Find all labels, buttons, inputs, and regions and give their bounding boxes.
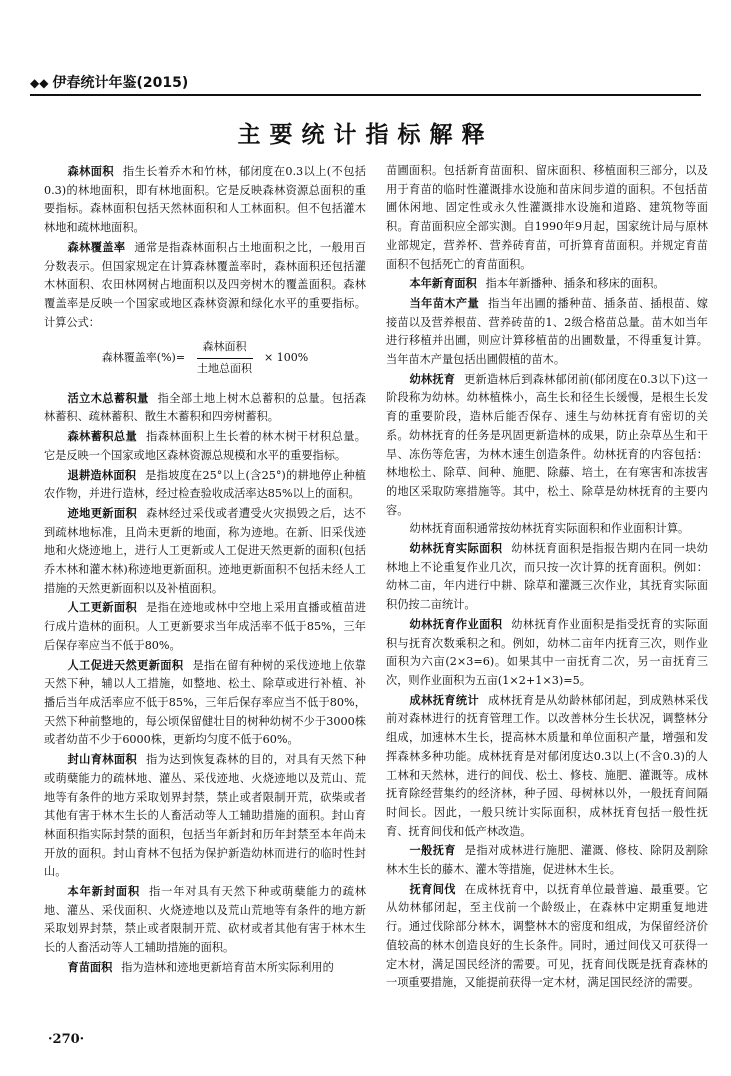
entry-text: 幼林抚育面积是指报告期内在同一块幼林地上不论重复作业几次，而只按一次计算的抚育面积。例如：幼林二亩，年内进行中耕、除草和灌溉三次作业，其抚育实际面积仍按二亩统计。 <box>386 542 708 612</box>
entry-text: 指生长着乔木和竹林，郁闭度在0.3以上(不包括0.3)的林地面积，即有林地面积。它是反映森林资源总面积的重要指标。森林面积包括天然林面积和人工林面积。但不包括灌木林地和疏林地面积。 <box>44 165 366 235</box>
entry-forest-area <box>44 162 366 238</box>
entry-new-nursery <box>386 274 708 294</box>
entry-text: 通常是指森林面积占土地面积之比，一般用百分数表示。但国家规定在计算森林覆盖率时，森林面积还包括灌木林面积、农田林网树占地面积以及四旁树木的覆盖面积。森林覆盖率是反映一个国家或地区森林资源和绿化水平的重要指标。计算公式： <box>44 240 366 329</box>
entry-text: 在成林抚育中，以抚育单位最普遍、最重要。它从幼林郁闭起，至主伐前一个龄级止，在森林中定期重复地进行。通过伐除部分林木，调整林木的密度和组成，为保留经济价值较高的林木创造良好的生长条件。同时，通过间伐又可获得一定木材，满足国民经济的需要。可见，抚育间伐既是抚育森林的一项重要措施，又能提前获得一定木材，满足国民经济的需要。 <box>386 882 708 990</box>
entry-term: 森林面积 <box>67 164 114 178</box>
entry-new-closure <box>44 882 366 958</box>
entry-assisted-renewal <box>44 656 366 751</box>
entry-term: 封山育林面积 <box>67 752 138 767</box>
entry-term: 退耕造林面积 <box>67 467 137 482</box>
entry-seedling-output <box>386 294 708 370</box>
entry-term: 本年新育面积 <box>409 276 477 291</box>
entry-term: 活立木总蓄积量 <box>67 390 149 405</box>
entry-grain-to-green <box>44 466 366 504</box>
running-header <box>30 72 188 92</box>
entry-term: 人工更新面积 <box>67 600 138 615</box>
entry-term: 迹地更新面积 <box>67 505 138 520</box>
entry-text: 幼林抚育作业面积是指受抚育的实际面积与抚育次数乘积之和。例如，幼林二亩年内抚育三次，则作业面积为六亩(2×3=6)。如果其中一亩抚育二次，另一亩抚育三次，则作业面积为五亩(1×2+1×3)=5。 <box>386 617 708 687</box>
left-column <box>44 162 366 978</box>
entry-text: 指森林面积上生长着的林木树干材积总量。它是反映一个国家或地区森林资源总规模和水平的重要指标。 <box>44 430 366 462</box>
entry-standing-stock <box>44 389 366 427</box>
page-title: 主要统计指标解释 <box>237 122 494 148</box>
page-number: ·270· <box>48 1032 85 1047</box>
entry-text: 指本年新播种、插条和移床的面积。 <box>485 277 665 291</box>
entry-text: 幼林抚育面积通常按幼林抚育实际面积和作业面积计算。 <box>409 522 690 536</box>
entry-tending-work-area <box>386 615 708 691</box>
entry-slash-renewal <box>44 504 366 599</box>
entry-text: 是指在迹地或林中空地上采用直播或植苗进行成片造林的面积。人工更新要求当年成活率不低于85%，三年后保存率应当不低于80%。 <box>44 601 366 652</box>
formula-rhs: × 100% <box>264 351 309 365</box>
entry-term: 幼林抚育实际面积 <box>409 541 503 556</box>
entry-text: 指为达到恢复森林的目的，对具有天然下种或萌蘖能力的疏林地、灌丛、采伐迹地、火烧迹地以及荒山、荒地等有条件的地方采取划界封禁，禁止或者限制开荒，砍柴或者其他有害于林木生长的人畜活动等人工辅助措施的面积。封山育林面积指实际封禁的面积，包括当年新封和历年封禁至本年尚未开放的面积。封山育林不包括为保护新造幼林而进行的临时性封山。 <box>44 753 366 879</box>
entry-term: 抚育间伐 <box>409 881 456 896</box>
right-column <box>386 162 708 993</box>
formula-lhs: 森林覆盖率(%)= <box>101 351 186 365</box>
entry-general-tending <box>386 841 708 879</box>
entry-text: 苗圃面积。包括新育苗面积、留床面积、移植面积三部分，以及用于育苗的临时性灌溉排水设施和苗床间步道的面积。不包括苗圃休闲地、固定性或永久性灌溉排水设施和道路、建筑物等面积。育苗面积应全部实测。自1990年9月起，国家统计局与原林业部规定，营养杯、营养砖育苗，可折算育苗面积。并规定育苗面积不包括死亡的育苗面积。 <box>386 164 708 271</box>
entry-text: 更新造林后到森林郁闭前(郁闭度在0.3以下)这一阶段称为幼林。幼林植株小，高生长和径生长缓慢，是根生长发育的重要阶段，造林后能否保存、速生与幼林抚育有密切的关系。幼林抚育的任务是巩固更新造林的成果，防止杂草丛生和干旱、冻伤等危害，为林木速生创造条件。幼林抚育的内容包括：林地松土、除草、间种、施肥、除藤、培土，在有寒害和冻拔害的地区采取防寒措施等。其中，松土、除草是幼林抚育的主要内容。 <box>386 372 708 517</box>
coverage-formula <box>44 338 366 378</box>
entry-term: 森林蓄积总量 <box>67 429 138 444</box>
entry-young-forest-tending <box>386 370 708 521</box>
formula-numerator: 森林面积 <box>197 338 253 359</box>
entry-text: 指当年出圃的播种苗、插条苗、插根苗、嫁接苗以及营养根苗、营养砖苗的1、2级合格苗总量。苗木如当年进行移植并出圃，则应计算移植苗的出圃数量，不得重复计算。当年苗木产量包括出圃假植的苗木。 <box>386 296 708 367</box>
entry-mountain-closure <box>44 750 366 882</box>
entry-term: 幼林抚育 <box>409 371 456 386</box>
formula-denominator: 土地总面积 <box>197 362 253 376</box>
entry-text: 成林抚育是从幼龄林郁闭起，到成熟林采伐前对森林进行的抚育管理工作。以改善林分生长状况，调整林分组成，加速林木生长，提高林木质量和单位面积产量，增强和发挥森林多种功能。成林抚育是对郁闭度达0.3以上(不含0.3)的人工林和天然林，进行的间伐、松土、修枝、施肥、灌溉等。成林抚育除经营集约的经济林，种子园、母树林以外，一般抚育间隔时间长。因此，一般只统计实际面积，成林抚育包括一般性抚育、抚育间伐和低产林改造。 <box>386 693 708 838</box>
entry-text: 森林经过采伐或者遭受火灾损毁之后，达不到疏林地标准，且尚未更新的地面，称为迹地。在新、旧采伐迹地和火烧迹地上，进行人工更新或人工促进天然更新的面积(包括乔木林和灌木林)称迹地更新面积。迹地更新面积不包括未经人工措施的天然更新面积以及补植面积。 <box>44 506 366 595</box>
yearbook-title: 伊春统计年鉴(2015) <box>52 75 189 91</box>
entry-thinning <box>386 880 708 993</box>
header-rule <box>30 94 701 96</box>
entry-term: 当年苗木产量 <box>409 295 480 310</box>
entry-forest-stock <box>44 427 366 465</box>
entry-text: 指为造林和迹地更新培育苗木所实际利用的 <box>121 960 334 974</box>
entry-nursery-area <box>44 958 366 978</box>
entry-text: 指全部土地上树木总蓄积的总量。包括森林蓄积、疏林蓄积、散生木蓄积和四旁树蓄积。 <box>44 391 366 424</box>
entry-nursery-continued <box>386 162 708 274</box>
entry-term: 成林抚育统计 <box>409 692 480 707</box>
entry-term: 一般抚育 <box>409 843 456 858</box>
entry-term: 森林覆盖率 <box>67 239 126 254</box>
entry-forest-coverage <box>44 238 366 333</box>
entry-term: 人工促进天然更新面积 <box>67 657 184 672</box>
entry-text: 是指在留有种树的采伐迹地上依靠天然下种，辅以人工措施，如整地、松土、除草或进行补植、补播后当年成活率应不低于85%，三年后保存率应当不低于80%，天然下种前整地的，每公顷保留健壮目的树种幼树不少于3000株或者幼苗不少于6000株，更新均匀度不低于60%。 <box>44 658 366 747</box>
entry-tending-area-note <box>386 520 708 539</box>
entry-tending-actual-area <box>386 539 708 615</box>
diamond-icon: ◆◆ <box>30 76 49 90</box>
entry-text: 是指对成林进行施肥、灌溉、修枝、除阴及割除林木生长的藤木、灌木等措施，促进林木生长。 <box>386 844 708 877</box>
entry-text: 指一年对具有天然下种或萌蘖能力的疏林地、灌丛、采伐面积、火烧迹地以及荒山荒地等有条件的地方新采取划界封禁，禁止或者限制开荒、砍材或者其他有害于林木生长的人畜活动等人工辅助措施的面积。 <box>44 885 366 955</box>
entry-mature-tending <box>386 691 708 842</box>
entry-term: 本年新封面积 <box>67 884 141 899</box>
formula-fraction <box>191 338 258 378</box>
entry-term: 幼林抚育作业面积 <box>409 616 503 631</box>
entry-text: 是指坡度在25°以上(含25°)的耕地停止种植农作物，并进行造林，经过检查验收成活率达85%以上的面积。 <box>44 468 366 501</box>
entry-term: 育苗面积 <box>67 959 113 974</box>
entry-artificial-renewal <box>44 598 366 655</box>
